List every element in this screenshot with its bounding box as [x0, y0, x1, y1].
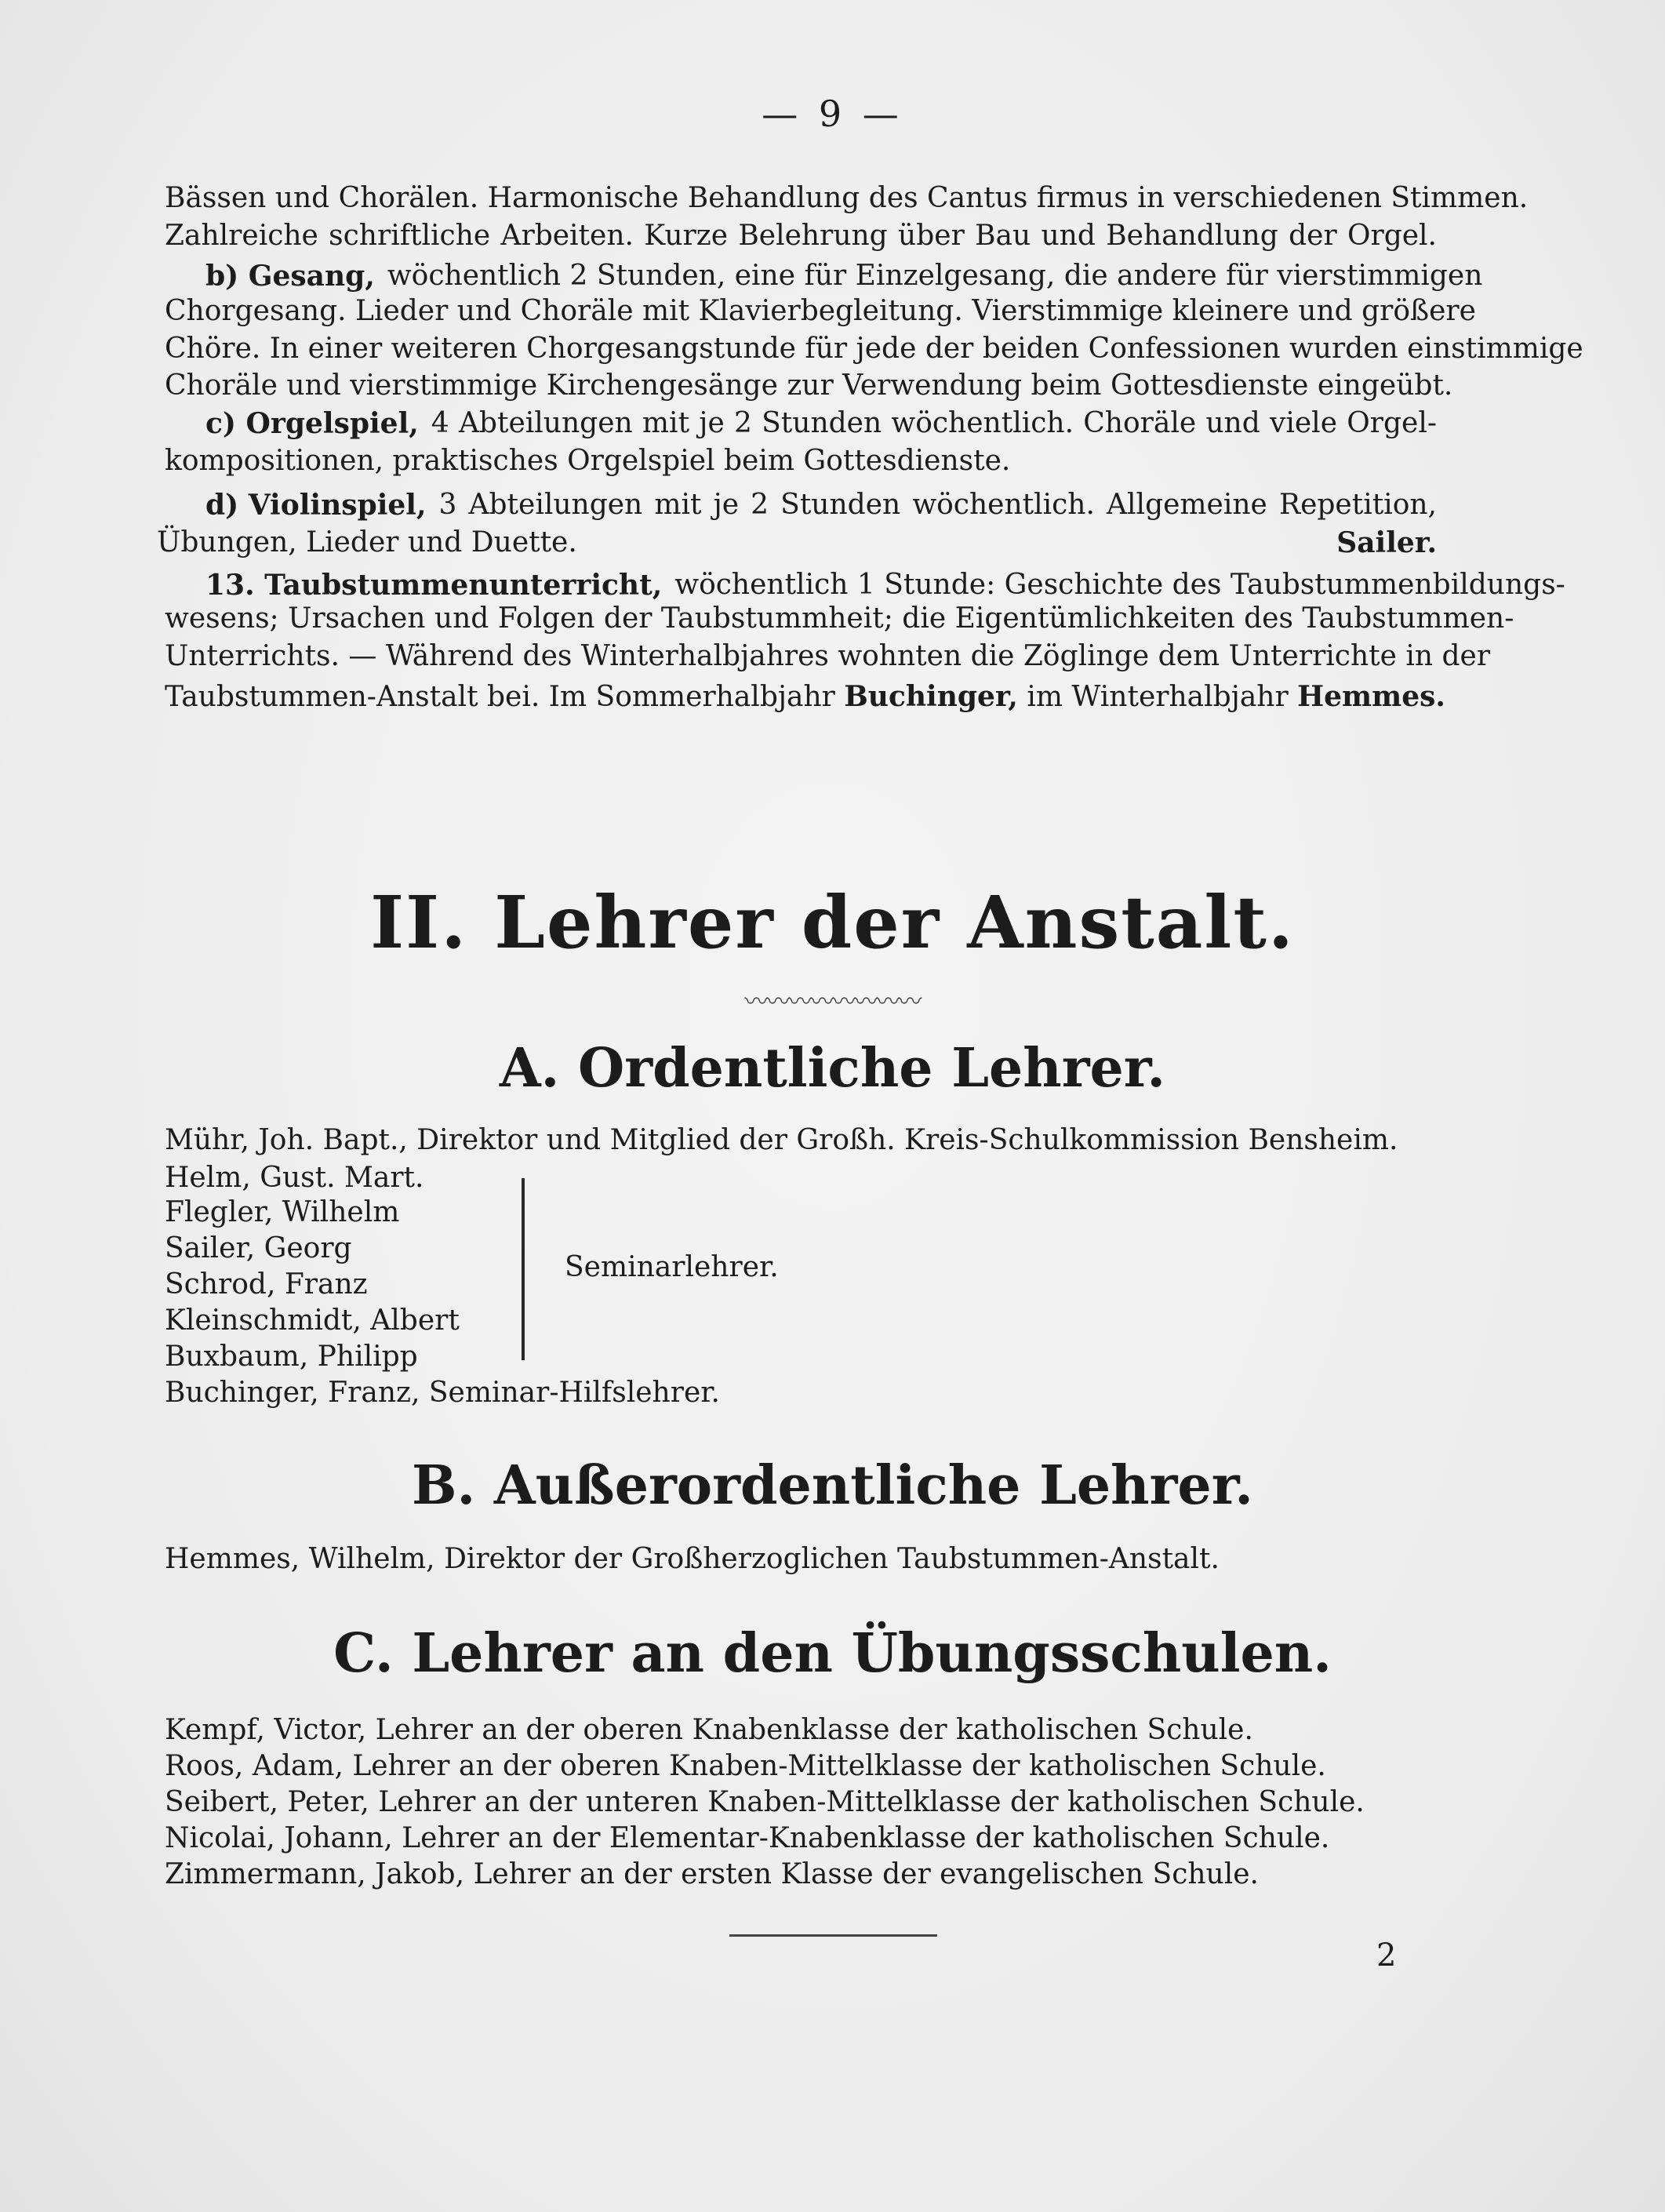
- section-c-title: C. Lehrer an den Übungsschulen.: [333, 1622, 1332, 1685]
- paragraph-line: kompositionen, praktisches Orgelspiel beim Gottesdienste.: [165, 445, 1011, 477]
- part-title: II. Lehrer der Anstalt.: [370, 880, 1295, 965]
- text-span: im Winterhalbjahr: [1027, 681, 1289, 713]
- teacher-list-item: Flegler, Wilhelm: [165, 1196, 400, 1228]
- subsection-heading: b) Gesang,: [205, 260, 375, 293]
- teacher-list-item: Sailer, Georg: [165, 1232, 352, 1264]
- paragraph-line: Unterrichts. — Während des Winterhalbjahres wohnten die Zöglinge dem Unterrichte in der: [165, 640, 1491, 672]
- paragraph-line: Chorgesang. Lieder und Choräle mit Klavierbegleitung. Vierstimmige kleinere und größere: [165, 295, 1476, 327]
- paragraph-line: 3 Abteilungen mit je 2 Stunden wöchentlich. Allgemeine Repetition,: [438, 489, 1437, 521]
- subsection-d: [205, 485, 1437, 526]
- sheet-signature: 2: [1376, 1937, 1397, 1974]
- paragraph-line: wöchentlich 1 Stunde: Geschichte des Taubstummenbildungs-: [674, 569, 1565, 601]
- paragraph-line: wöchentlich 2 Stunden, eine für Einzelgesang, die andere für vierstimmigen: [387, 260, 1483, 292]
- teacher-name: Hemmes.: [1297, 680, 1445, 713]
- section-b-title: B. Außerordentliche Lehrer.: [412, 1454, 1253, 1517]
- paragraph-line: Übungen, Lieder und Duette.: [157, 526, 577, 558]
- teacher-list-item: Kleinschmidt, Albert: [165, 1304, 460, 1337]
- section-a-title: A. Ordentliche Lehrer.: [499, 1037, 1166, 1100]
- paragraph-line: [165, 676, 1445, 718]
- teacher-list-item: Roos, Adam, Lehrer an der oberen Knaben-Mittelklasse der katholischen Schule.: [165, 1750, 1326, 1782]
- teacher-list-item: Schrod, Franz: [165, 1268, 368, 1301]
- teacher-list-item: Buxbaum, Philipp: [165, 1341, 418, 1373]
- signature-name: Sailer.: [1336, 526, 1437, 559]
- page-number: — 9 —: [762, 93, 903, 135]
- teacher-list-item: Helm, Gust. Mart.: [165, 1162, 424, 1194]
- paragraph-line: Choräle und vierstimmige Kirchengesänge zur Verwendung beim Gottesdienste eingeübt.: [165, 369, 1453, 402]
- paragraph-line: wesens; Ursachen und Folgen der Taubstummheit; die Eigentümlichkeiten des Taubstummen-: [165, 602, 1514, 635]
- teacher-list-item: Kempf, Victor, Lehrer an der oberen Knabenklasse der katholischen Schule.: [165, 1714, 1253, 1746]
- paragraph-line: Chöre. In einer weiteren Chorgesangstunde für jede der beiden Confessionen wurden einstimmige: [165, 333, 1583, 365]
- teacher-list-item: Nicolai, Johann, Lehrer an der Elementar-Knabenklasse der katholischen Schule.: [165, 1822, 1330, 1854]
- teacher-list-item: Hemmes, Wilhelm, Direktor der Großherzoglichen Taubstummen-Anstalt.: [165, 1543, 1220, 1575]
- ornament: 〰〰〰〰〰〰〰〰: [744, 988, 921, 1016]
- group-label: Seminarlehrer.: [565, 1251, 779, 1283]
- paragraph-line: Bässen und Chorälen. Harmonische Behandlung des Cantus firmus in verschiedenen Stimmen.: [165, 182, 1529, 214]
- teacher-list-item: Buchinger, Franz, Seminar-Hilfslehrer.: [165, 1377, 720, 1409]
- teacher-name: Buchinger,: [844, 680, 1018, 713]
- subsection-heading: c) Orgelspiel,: [205, 407, 419, 440]
- subsection-heading: d) Violinspiel,: [205, 489, 427, 522]
- text-span: Taubstummen-Anstalt bei. Im Sommerhalbjahr: [165, 681, 835, 713]
- closing-rule: [729, 1934, 937, 1937]
- paragraph-line: 4 Abteilungen mit je 2 Stunden wöchentlich. Choräle und viele Orgel-: [431, 407, 1437, 439]
- teacher-list-item: Zimmermann, Jakob, Lehrer an der ersten Klasse der evangelischen Schule.: [165, 1858, 1259, 1890]
- section-heading: 13. Taubstummenunterricht,: [205, 569, 663, 602]
- group-bracket: [522, 1178, 525, 1360]
- subsection-b: [205, 256, 1483, 297]
- teacher-list-item: Seibert, Peter, Lehrer an der unteren Knaben-Mittelklasse der katholischen Schule.: [165, 1786, 1365, 1818]
- paragraph-line: Zahlreiche schriftliche Arbeiten. Kurze Belehrung über Bau und Behandlung der Orgel.: [165, 220, 1437, 252]
- subsection-c: [205, 403, 1437, 444]
- teacher-list-item: Mühr, Joh. Bapt., Direktor und Mitglied der Großh. Kreis-Schulkommission Bensheim.: [165, 1124, 1398, 1156]
- section-13-first-line: [205, 565, 1565, 606]
